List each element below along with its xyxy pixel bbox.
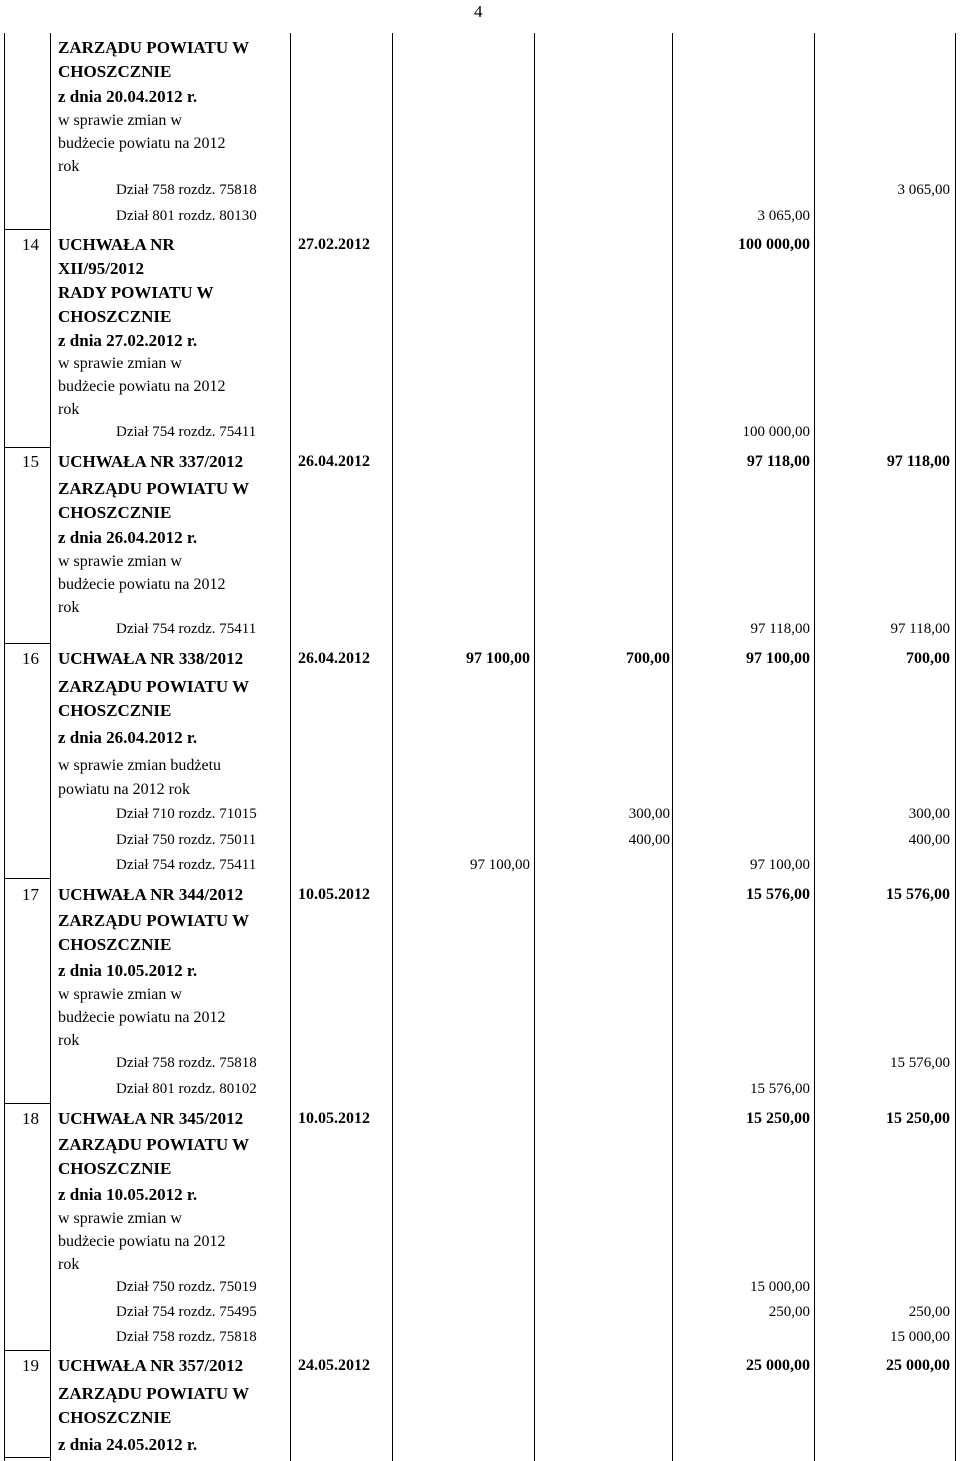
row-text: ZARZĄDU POWIATU W xyxy=(58,911,250,930)
row-text: UCHWAŁA NR 338/2012 xyxy=(58,649,244,668)
total-value: 97 118,00 xyxy=(746,453,810,470)
total-value: 97 100,00 xyxy=(466,650,530,667)
row-number: 15 xyxy=(22,452,39,471)
detail-value: 100 000,00 xyxy=(742,424,810,440)
detail-label: Dział 758 rozdz. 75818 xyxy=(116,182,257,198)
row-text: z dnia 10.05.2012 r. xyxy=(58,1185,198,1204)
row-text: budżecie powiatu na 2012 xyxy=(58,576,226,593)
row-text: z dnia 10.05.2012 r. xyxy=(58,961,198,980)
detail-value: 300,00 xyxy=(908,806,950,822)
row-text: budżecie powiatu na 2012 xyxy=(58,378,226,395)
total-value: 97 118,00 xyxy=(886,453,950,470)
row-text: CHOSZCZNIE xyxy=(58,307,172,326)
detail-label: Dział 750 rozdz. 75019 xyxy=(116,1279,257,1295)
row-text: budżecie powiatu na 2012 xyxy=(58,135,226,152)
row-text: CHOSZCZNIE xyxy=(58,1408,172,1427)
row-text: z dnia 24.05.2012 r. xyxy=(58,1435,198,1454)
row-text: UCHWAŁA NR xyxy=(58,235,175,254)
detail-label: Dział 710 rozdz. 71015 xyxy=(116,806,257,822)
total-value: 15 576,00 xyxy=(746,886,810,903)
date: 27.02.2012 xyxy=(298,236,370,253)
row-text: powiatu na 2012 rok xyxy=(58,781,190,798)
row-text: w sprawie zmian w xyxy=(58,1210,182,1227)
detail-value: 97 118,00 xyxy=(890,621,950,637)
detail-value: 15 000,00 xyxy=(750,1279,810,1295)
row-text: CHOSZCZNIE xyxy=(58,62,172,81)
row-text: UCHWAŁA NR 337/2012 xyxy=(58,452,244,471)
row-text: z dnia 26.04.2012 r. xyxy=(58,728,198,747)
detail-value: 97 100,00 xyxy=(470,857,530,873)
row-text: UCHWAŁA NR 357/2012 xyxy=(58,1356,244,1375)
row-text: budżecie powiatu na 2012 xyxy=(58,1009,226,1026)
row-number: 18 xyxy=(22,1109,39,1128)
row-number: 19 xyxy=(22,1356,39,1375)
detail-value: 250,00 xyxy=(908,1304,950,1320)
detail-value: 97 100,00 xyxy=(750,857,810,873)
row-number: 14 xyxy=(22,235,39,254)
detail-label: Dział 801 rozdz. 80102 xyxy=(116,1081,257,1097)
detail-value: 15 576,00 xyxy=(750,1081,810,1097)
row-text: w sprawie zmian w xyxy=(58,986,182,1003)
detail-value: 3 065,00 xyxy=(897,182,950,198)
row-text: CHOSZCZNIE xyxy=(58,935,172,954)
row-text: ZARZĄDU POWIATU W xyxy=(58,677,250,696)
row-text: w sprawie zmian w xyxy=(58,112,182,129)
detail-value: 400,00 xyxy=(628,832,670,848)
row-text: rok xyxy=(58,401,80,418)
total-value: 15 576,00 xyxy=(886,886,950,903)
detail-value: 3 065,00 xyxy=(757,208,810,224)
total-value: 15 250,00 xyxy=(746,1110,810,1127)
row-text: budżecie powiatu na 2012 xyxy=(58,1233,226,1250)
detail-value: 250,00 xyxy=(768,1304,810,1320)
detail-value: 400,00 xyxy=(908,832,950,848)
row-text: z dnia 26.04.2012 r. xyxy=(58,528,198,547)
detail-label: Dział 754 rozdz. 75411 xyxy=(116,621,257,637)
row-text: rok xyxy=(58,158,80,175)
row-text: w sprawie zmian budżetu xyxy=(58,757,222,774)
total-value: 100 000,00 xyxy=(738,236,810,253)
row-text: XII/95/2012 xyxy=(58,259,144,278)
row-text: UCHWAŁA NR 345/2012 xyxy=(58,1109,244,1128)
row-text: RADY POWIATU W xyxy=(58,283,214,302)
row-text: rok xyxy=(58,599,80,616)
row-text: CHOSZCZNIE xyxy=(58,503,172,522)
detail-value: 15 576,00 xyxy=(890,1055,950,1071)
detail-label: Dział 758 rozdz. 75818 xyxy=(116,1329,257,1345)
date: 10.05.2012 xyxy=(298,886,370,903)
date: 10.05.2012 xyxy=(298,1110,370,1127)
row-number: 17 xyxy=(22,885,39,904)
detail-value: 15 000,00 xyxy=(890,1329,950,1345)
row-text: UCHWAŁA NR 344/2012 xyxy=(58,885,244,904)
total-value: 15 250,00 xyxy=(886,1110,950,1127)
row-text: w sprawie zmian w xyxy=(58,355,182,372)
row-text: ZARZĄDU POWIATU W xyxy=(58,38,250,57)
row-text: ZARZĄDU POWIATU W xyxy=(58,1384,250,1403)
total-value: 25 000,00 xyxy=(886,1357,950,1374)
detail-value: 97 118,00 xyxy=(750,621,810,637)
detail-label: Dział 801 rozdz. 80130 xyxy=(116,208,257,224)
date: 24.05.2012 xyxy=(298,1357,370,1374)
detail-label: Dział 758 rozdz. 75818 xyxy=(116,1055,257,1071)
row-text: CHOSZCZNIE xyxy=(58,1159,172,1178)
detail-label: Dział 754 rozdz. 75411 xyxy=(116,857,257,873)
total-value: 97 100,00 xyxy=(746,650,810,667)
detail-value: 300,00 xyxy=(628,806,670,822)
row-text: ZARZĄDU POWIATU W xyxy=(58,479,250,498)
total-value: 700,00 xyxy=(906,650,950,667)
row-text: z dnia 20.04.2012 r. xyxy=(58,87,198,106)
row-text: rok xyxy=(58,1032,80,1049)
row-number: 16 xyxy=(22,649,39,668)
total-value: 25 000,00 xyxy=(746,1357,810,1374)
row-text: ZARZĄDU POWIATU W xyxy=(58,1135,250,1154)
detail-label: Dział 754 rozdz. 75411 xyxy=(116,424,257,440)
total-value: 700,00 xyxy=(626,650,670,667)
page-number: 4 xyxy=(474,2,483,21)
detail-label: Dział 750 rozdz. 75011 xyxy=(116,832,257,848)
row-text: rok xyxy=(58,1256,80,1273)
row-text: CHOSZCZNIE xyxy=(58,701,172,720)
date: 26.04.2012 xyxy=(298,453,370,470)
row-text: w sprawie zmian w xyxy=(58,553,182,570)
detail-label: Dział 754 rozdz. 75495 xyxy=(116,1304,257,1320)
date: 26.04.2012 xyxy=(298,650,370,667)
row-text: z dnia 27.02.2012 r. xyxy=(58,331,198,350)
